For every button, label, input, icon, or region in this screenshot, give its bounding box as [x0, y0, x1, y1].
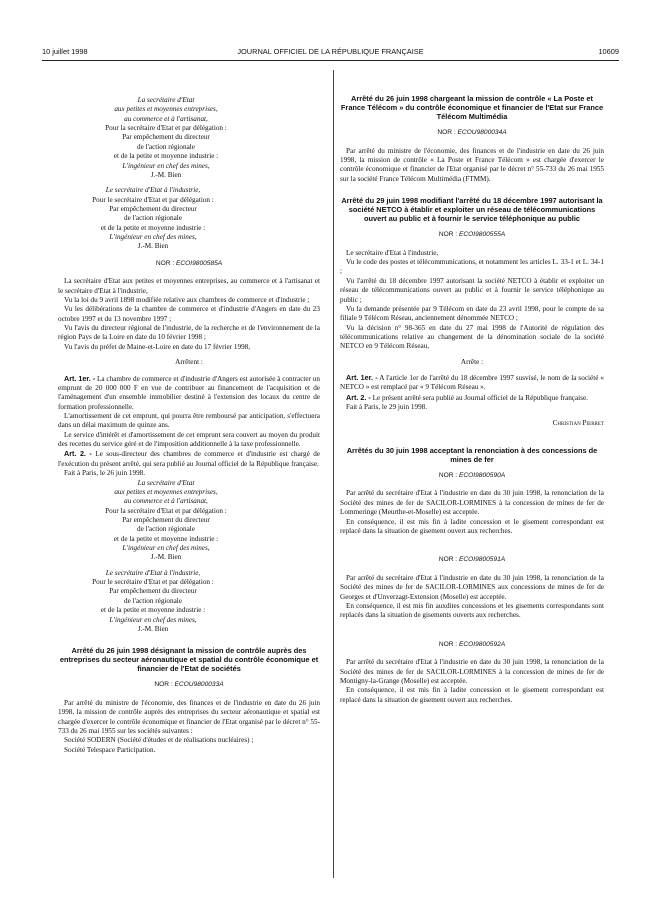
- decree-title: Arrêtés du 30 juin 1998 acceptant la renonciation à des concessions de mines de fer: [346, 445, 598, 464]
- paragraph: Par arrêté du secrétaire d'Etat à l'industrie en date du 30 juin 1998, la renonciation de la Société des mines de fer de SACILOR-LORMINES à la concession de mines de fer de Lommeringe (Meurthe-et-Moselle) est acceptée.: [340, 489, 604, 517]
- sig-line: Le secrétaire d'Etat à l'industrie,: [105, 568, 201, 577]
- nor-reference: NOR : ECOI9800591A: [438, 556, 506, 564]
- paragraph: L'amortissement de cet emprunt, qui pourra être remboursé par anticipation, s'effectuera dans un délai maximum de quinze ans.: [58, 411, 320, 430]
- nor-reference: NOR : ECOU9800033A: [154, 681, 224, 689]
- sig-line: Pour la secrétaire d'Etat et par délégation :: [105, 124, 227, 133]
- decree-title: Arrêté du 26 juin 1998 désignant la mission de contrôle auprès des entreprises du secteur aéronautique et spatial du contrôle économique et financier de l'Etat de sociétés: [59, 646, 319, 674]
- paragraph: En conséquence, il est mis fin à ladite concession et le gisement correspondant est replacé dans la situation de gisement ouvert aux recherches.: [340, 686, 604, 704]
- sig-line: Pour le secrétaire d'Etat et par délégation :: [92, 578, 214, 587]
- date-line: Fait à Paris, le 29 juin 1998.: [346, 403, 428, 412]
- paragraph: Société SODERN (Société d'études et de réalisations nucléaires) ;: [64, 736, 254, 745]
- paragraph: Société Telespace Participation.: [64, 745, 156, 754]
- paragraph: Vu les délibérations de la chambre de commerce et d'industrie d'Angers en date du 23 octobre 1997 et du 13 novembre 1997 ;: [58, 305, 320, 323]
- header-journal-title: JOURNAL OFFICIEL DE LA RÉPUBLIQUE FRANÇAISE: [237, 47, 424, 56]
- signature-block: [86, 96, 246, 180]
- sig-line: et de la petite et moyenne industrie :: [113, 152, 219, 161]
- sig-line: de l'action régionale: [124, 214, 182, 223]
- article-1: Art. 1er. - A l'article 1er de l'arrêté du 18 décembre 1997 susvisé, le nom de la société « NETCO » est remplacé par « 9 Télécom Réseau ».: [340, 373, 604, 392]
- paragraph: Vu l'avis du directeur régional de l'industrie, de la recherche et de l'environnement de la région Pays de la Loire en date du 10 février 1998 ;: [58, 324, 320, 342]
- paragraph: Le service d'intérêt et d'amortissement de cet emprunt sera couvert au moyen du produit des recettes du service géré et de l'imposition additionnelle à la taxe professionnelle.: [58, 430, 320, 449]
- paragraph: Par arrêté du secrétaire d'Etat à l'industrie en date du 30 juin 1998, la renonciation de la Société des mines de fer de SACILOR-LORMINES à la concession de mines de fer de Montigny-la-Grange (Moselle) est acceptée.: [340, 658, 604, 685]
- header-page-number: 10609: [598, 47, 619, 56]
- sig-line: Pour le secrétaire d'Etat et par délégation :: [92, 195, 214, 204]
- signature-block: [58, 186, 248, 252]
- left-column: [58, 96, 320, 755]
- paragraph: En conséquence, il est mis fin auxdites concessions et les gisements correspondants sont replacés dans la situation de gisements ouverts aux recherches.: [340, 601, 604, 620]
- sig-line: L'ingénieur en chef des mines,: [122, 161, 210, 170]
- article-2: Art. 2. - Le présent arrêté sera publié au Journal officiel de la République française.: [346, 392, 588, 402]
- arretent-label: Arrêtent :: [175, 358, 203, 367]
- sig-line: Pour la secrétaire d'Etat et par délégation :: [105, 506, 227, 515]
- paragraph: Le secrétaire d'Etat à l'industrie,: [346, 248, 439, 257]
- sig-line: au commerce et à l'artisanat,: [124, 114, 208, 123]
- paragraph: Vu l'avis du préfet de Maine-et-Loire en date du 17 février 1998,: [64, 342, 251, 351]
- date-line: Fait à Paris, le 26 juin 1998.: [64, 469, 146, 478]
- paragraph: Par arrêté du ministre de l'économie, des finances et de l'industrie en date du 26 juin 1998, la mission de contrôle « La Poste et France Télécom » est chargée d'exercer le contrôle économique et financier de l'Etat organisé par le décret n° 55-733 du 26 mai 1955 sur la société France Télécom Multimédia (FTMM).: [340, 146, 604, 183]
- decree-title: Arrêté du 29 juin 1998 modifiant l'arrêté du 18 décembre 1997 autorisant la société NETCO à établir et exploiter un réseau de télécommunications ouvert au public et à fournir le service téléphonique au public: [341, 196, 603, 224]
- sig-line: L'ingénieur en chef des mines,: [109, 233, 197, 242]
- page-header: [42, 47, 619, 59]
- header-rule: [42, 60, 619, 61]
- paragraph: Vu la demande présentée par 9 Télécom en date du 23 avril 1998, pour le compte de sa filiale 9 Télécom Réseau, anciennement dénommée NETCO ;: [340, 304, 604, 323]
- sig-line: et de la petite et moyenne industrie :: [113, 534, 219, 543]
- decree-title: Arrêté du 26 juin 1998 chargeant la mission de contrôle « La Poste et France Télécom » du contrôle économique et financier de l'Etat sur France Télécom Multimédia: [340, 94, 604, 122]
- sig-line: La secrétaire d'Etat: [137, 96, 195, 104]
- sig-line: Par empêchement du directeur: [109, 587, 197, 596]
- sig-line: Par empêchement du directeur: [122, 133, 210, 142]
- sig-line: Par empêchement du directeur: [109, 204, 197, 213]
- paragraph: Vu l'arrêté du 18 décembre 1997 autorisant la société NETCO à établir et exploiter un réseau de télécommunications ouvert au public et à fournir le service téléphonique au public ;: [340, 276, 604, 304]
- sig-name: J.-M. Bien: [150, 170, 182, 179]
- column-divider: [333, 70, 334, 878]
- sig-line: de l'action régionale: [137, 142, 195, 151]
- sig-line: aux petites et moyennes entreprises,: [114, 487, 218, 496]
- right-column: [340, 94, 604, 705]
- sig-name: J.-M. Bien: [150, 553, 182, 562]
- nor-reference: NOR : ECOI9800585A: [155, 259, 223, 267]
- arrete-label: Arrête :: [460, 357, 484, 366]
- paragraph: Vu le code des postes et télécommunications, et notamment les articles L. 33-1 et L. 34-1 ;: [340, 258, 604, 276]
- article-1: Art. 1er. - La chambre de commerce et d'industrie d'Angers est autorisée à contracter un emprunt de 20 000 000 F en vue de contribuer au financement de l'acquisition et de l'aménagement d'un ensemble immobilier destiné à l'extension des locaux du centre de formation professionnelle.: [58, 373, 320, 411]
- sig-line: L'ingénieur en chef des mines,: [122, 544, 210, 553]
- article-2: Art. 2. - Le sous-directeur des chambres de commerce et d'industrie est chargé de l'exécution du présent arrêté, qui sera publié au Journal officiel de la République française.: [58, 449, 320, 468]
- sig-line: de l'action régionale: [124, 596, 182, 605]
- sig-line: au commerce et à l'artisanat,: [124, 497, 208, 506]
- sig-line: L'ingénieur en chef des mines,: [109, 615, 197, 624]
- sig-name: J.-M. Bien: [137, 242, 169, 251]
- signer-name: Christian Pierret: [552, 418, 604, 427]
- header-date: 10 juillet 1998: [42, 47, 88, 56]
- sig-line: et de la petite et moyenne industrie :: [100, 223, 206, 232]
- nor-reference: NOR : ECOI9800590A: [438, 471, 506, 479]
- paragraph: La secrétaire d'Etat aux petites et moyennes entreprises, au commerce et à l'artisanat et le secrétaire d'Etat à l'industrie,: [58, 277, 320, 295]
- nor-reference: NOR : ECOI9800555A: [438, 231, 506, 239]
- paragraph: Par arrêté du ministre de l'économie, des finances et de l'industrie en date du 26 juin 1998, la mission de contrôle auprès des entreprises du secteur aéronautique et spatial est chargée d'exercer le contrôle économique et financier de l'Etat organisé par le décret n° 55-733 du 26 mai 1955 sur les sociétés suivantes :: [58, 698, 320, 735]
- nor-reference: NOR : ECOI9800592A: [438, 640, 506, 648]
- sig-line: et de la petite et moyenne industrie :: [100, 606, 206, 615]
- paragraph: Par arrêté du secrétaire d'Etat à l'industrie en date du 30 juin 1998, la renonciation de la Société des mines de fer de SACILOR-LORMINES aux concessions de mines de fer de Georges et d'Unverzagt-Extension (Moselle) est acceptée.: [340, 573, 604, 601]
- nor-reference: NOR : ECOU9800034A: [437, 129, 507, 137]
- paragraph: Vu la décision n° 98-365 en date du 27 mai 1998 de l'Autorité de régulation des télécommunications relative au changement de la dénomination sociale de la société NETCO en 9 Télécom Réseau,: [340, 323, 604, 351]
- sig-line: Le secrétaire d'Etat à l'industrie,: [105, 186, 201, 195]
- signature-block: [58, 569, 248, 635]
- sig-line: La secrétaire d'Etat: [137, 478, 195, 487]
- sig-line: Par empêchement du directeur: [122, 515, 210, 524]
- sig-line: aux petites et moyennes entreprises,: [114, 105, 218, 114]
- paragraph: En conséquence, il est mis fin à ladite concession et le gisement correspondant est replacé dans la situation de gisement ouvert aux recherches.: [340, 517, 604, 535]
- sig-name: J.-M. Bien: [137, 624, 169, 633]
- signature-block: [86, 479, 246, 563]
- sig-line: de l'action régionale: [137, 525, 195, 534]
- paragraph: Vu la loi du 9 avril 1898 modifiée relative aux chambres de commerce et d'industrie ;: [64, 296, 310, 305]
